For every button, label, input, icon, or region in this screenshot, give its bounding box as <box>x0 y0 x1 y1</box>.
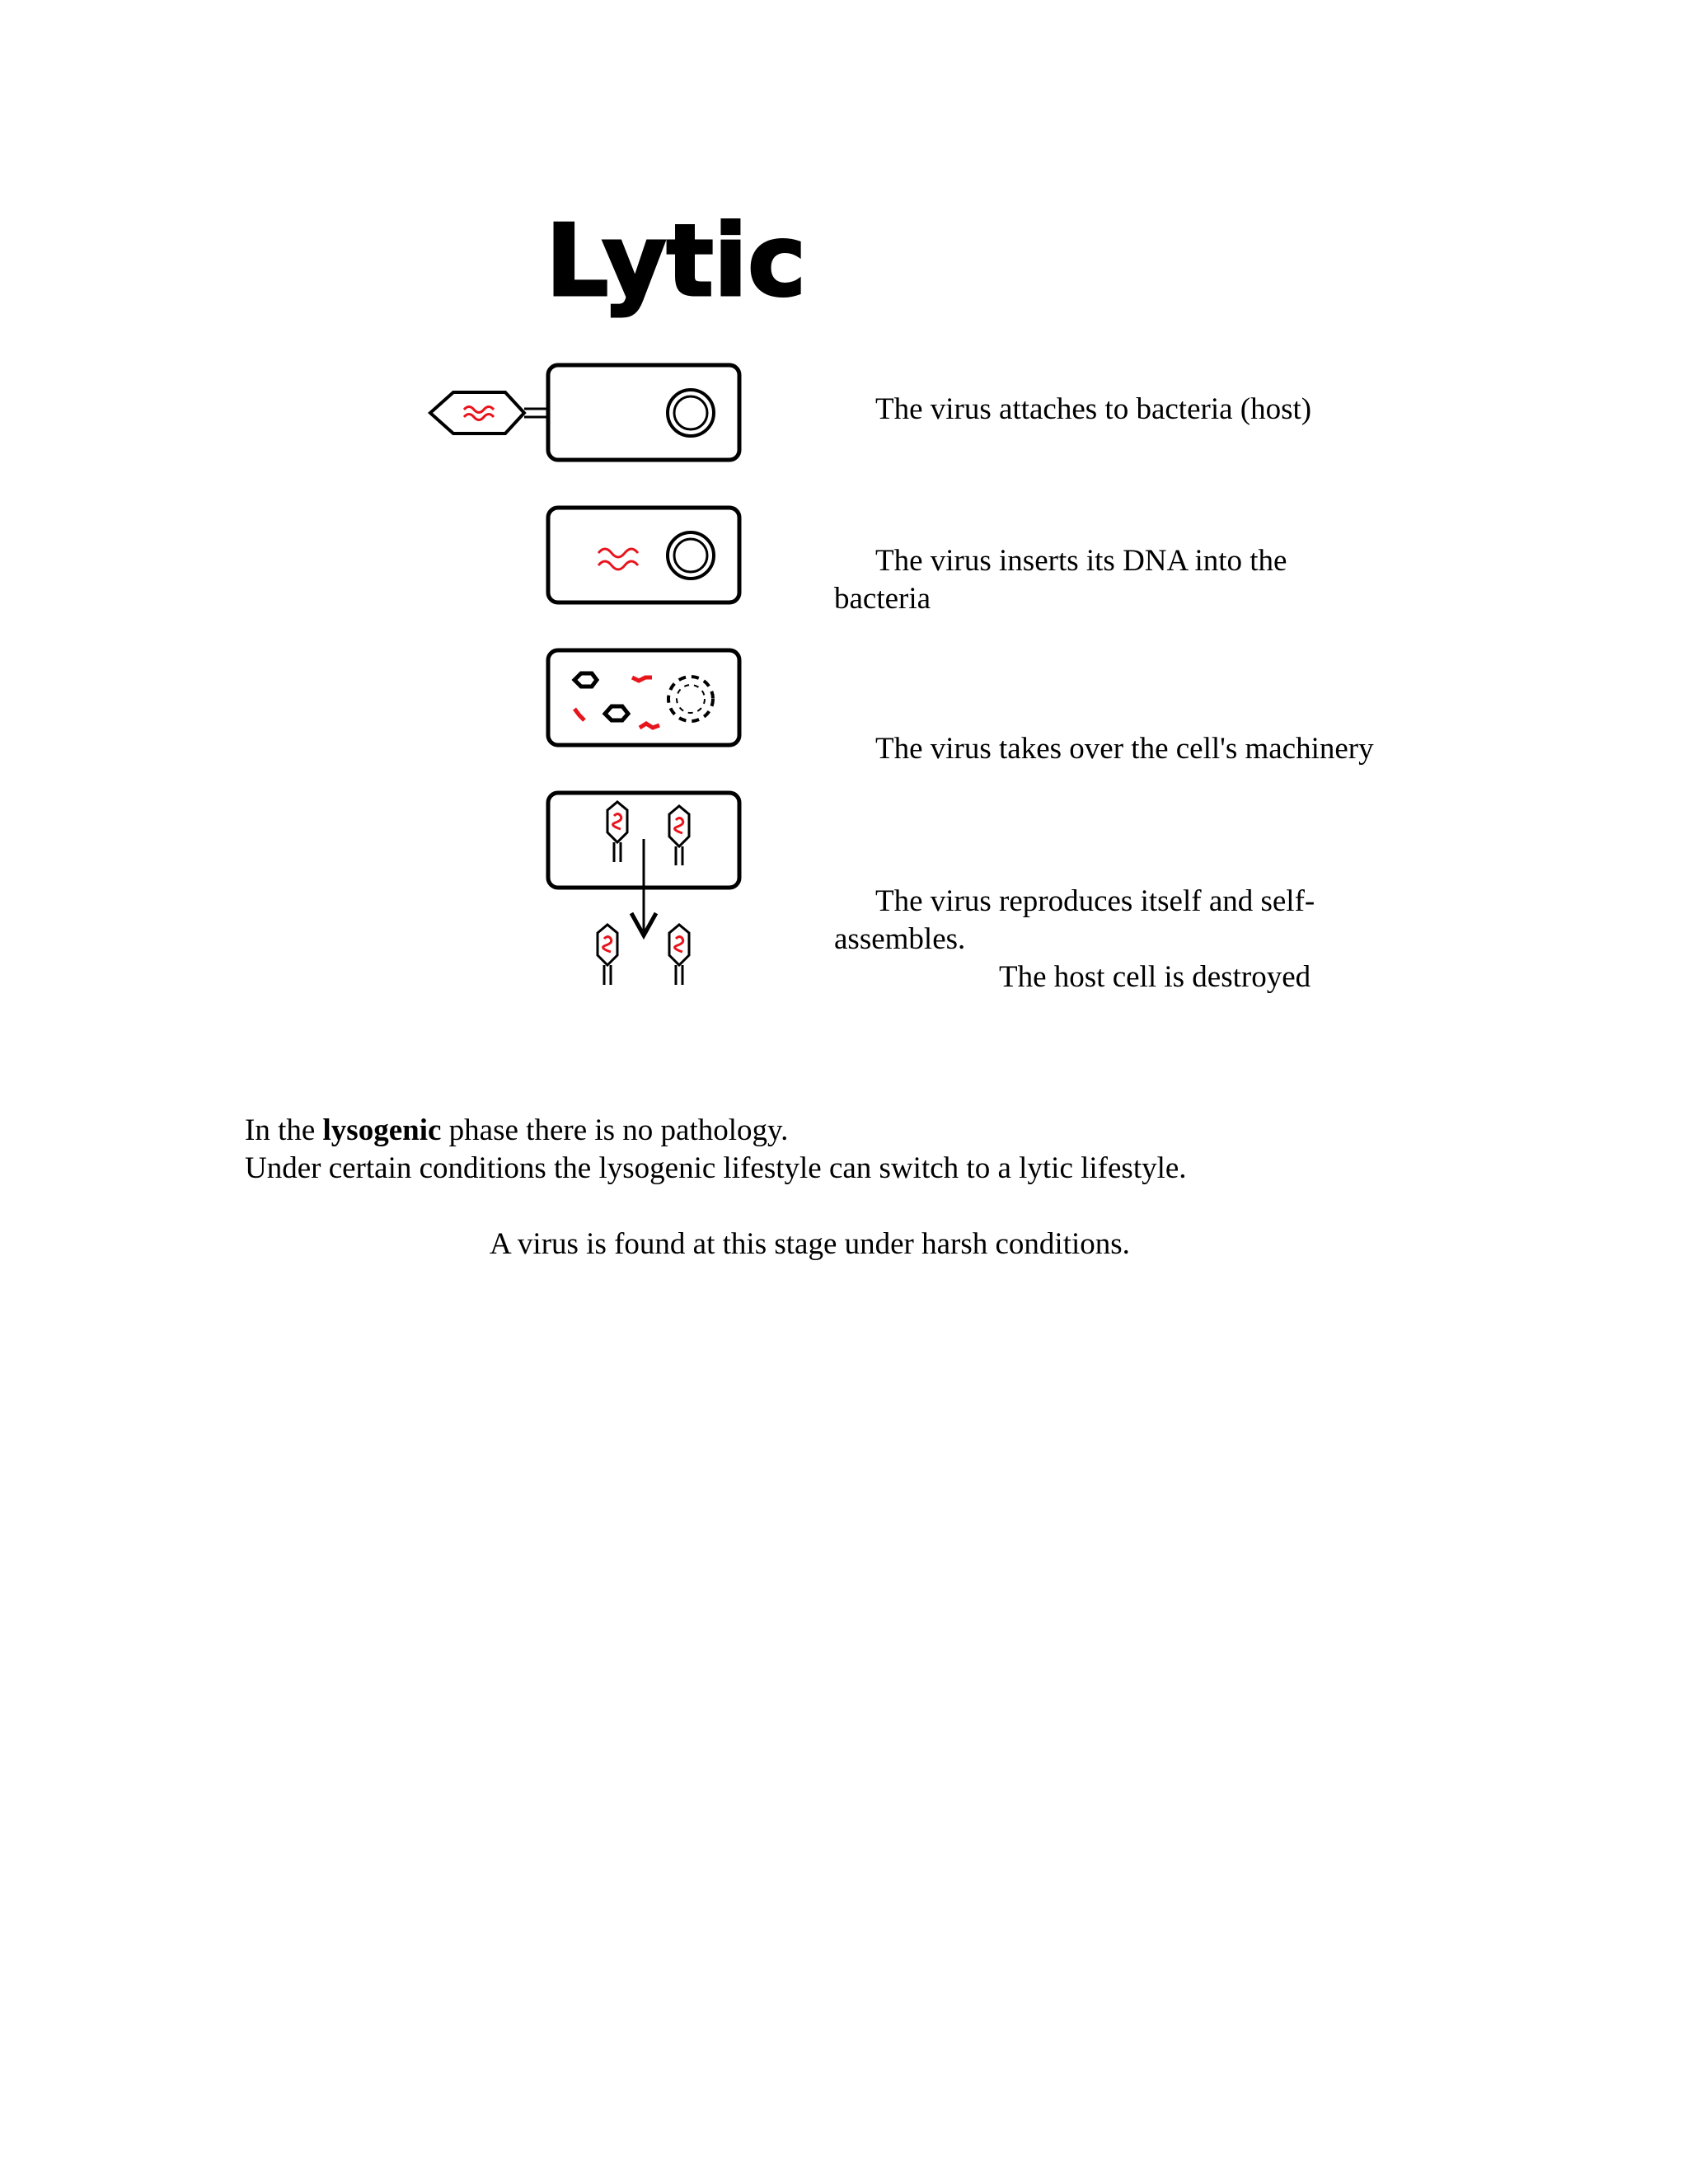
step2-caption <box>834 542 1287 618</box>
diagram-title: Lytic <box>546 204 807 319</box>
step4-caption-result <box>999 958 1311 996</box>
bacterium-cell <box>548 365 739 460</box>
capsid-fragment-icon <box>605 706 628 720</box>
p1-after: phase there is no pathology. <box>448 1113 789 1147</box>
step3-takeover-illustration <box>548 650 739 745</box>
step1-text: The virus attaches to bacteria (host) <box>875 392 1312 426</box>
step4-line2: assembles. <box>834 922 966 956</box>
step1-attach-illustration <box>430 365 739 460</box>
step4-reproduce-illustration <box>548 793 739 985</box>
step4-line3: The host cell is destroyed <box>999 960 1311 994</box>
bacteriophage-icon <box>598 925 617 985</box>
p2-text: Under certain conditions the lysogenic lifestyle can switch to a lytic lifestyle. <box>245 1151 1187 1185</box>
step2-line2: bacteria <box>834 582 931 616</box>
bacteriophage-icon <box>669 925 689 985</box>
viral-dna-icon <box>598 549 638 557</box>
degrading-plasmid-icon <box>668 677 713 721</box>
lytic-cycle-diagram <box>0 0 1688 1030</box>
step3-text: The virus takes over the cell's machinery <box>875 732 1374 766</box>
viral-dna-fragment-icon <box>640 724 659 728</box>
p1-bold-term: lysogenic <box>322 1113 442 1147</box>
step2-line1: The virus inserts its DNA into the <box>875 544 1287 578</box>
bacteriophage-icon <box>669 806 689 865</box>
bacterium-cell <box>548 650 739 745</box>
step4-caption <box>834 883 1315 958</box>
lysogenic-paragraph <box>245 1112 788 1150</box>
harsh-conditions-paragraph <box>490 1226 1130 1263</box>
viral-dna-icon <box>464 407 494 413</box>
bacterium-cell <box>548 508 739 602</box>
step4-line1: The virus reproduces itself and self- <box>875 884 1315 918</box>
step2-insert-illustration <box>548 508 739 602</box>
step3-caption <box>834 730 1374 768</box>
p3-text: A virus is found at this stage under harsh conditions. <box>490 1227 1130 1261</box>
capsid-fragment-icon <box>574 673 597 687</box>
viral-dna-fragment-icon <box>632 677 652 681</box>
switch-paragraph <box>245 1150 1187 1188</box>
p1-before: In the <box>245 1113 316 1147</box>
viral-dna-fragment-icon <box>574 709 584 720</box>
step1-caption <box>834 391 1311 429</box>
bacteriophage-icon <box>607 802 627 862</box>
